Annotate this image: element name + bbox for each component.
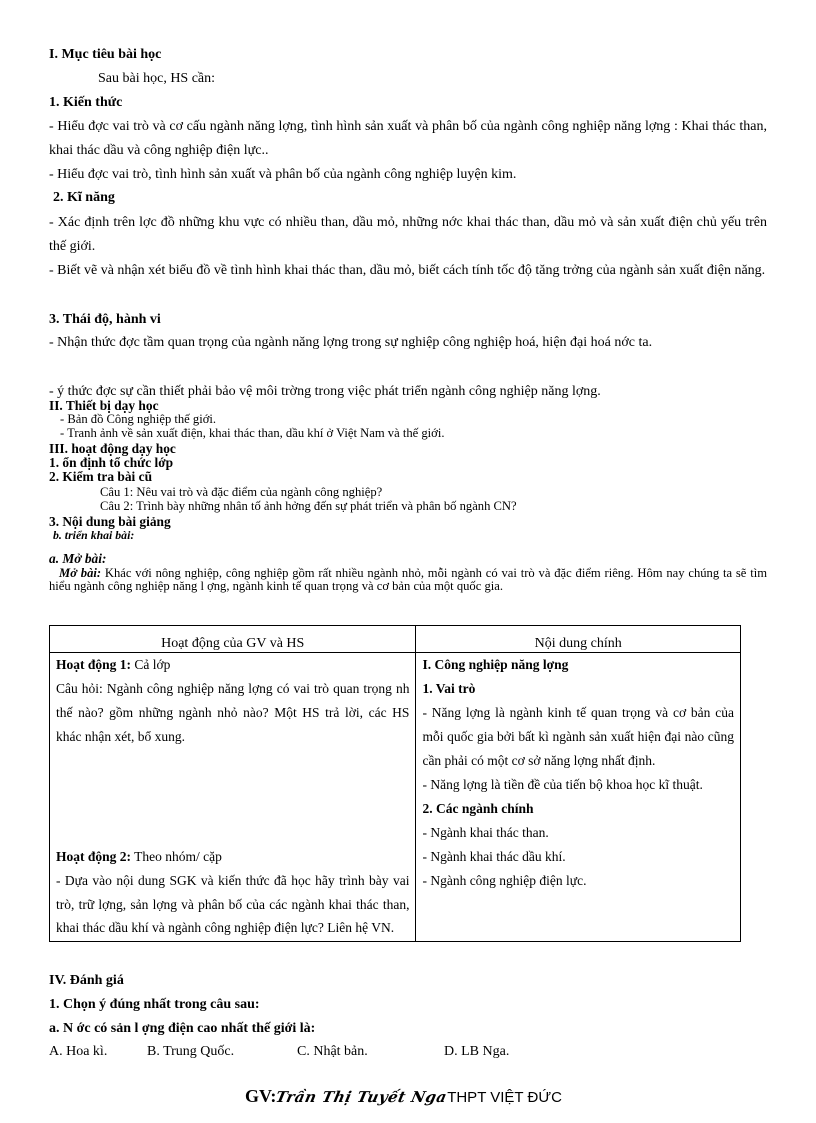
content-branch-2: - Ngành khai thác dầu khí. (422, 849, 566, 864)
equipment-item-2: - Tranh ảnh về sản xuất điện, khai thác than, dầu khí ở Việt Nam và thế giới. (60, 426, 445, 440)
equipment-item-1: - Bản đồ Công nghiệp thế giới. (60, 412, 217, 426)
option-a: A. Hoa kì. (49, 1044, 108, 1059)
activities-cell (50, 653, 416, 942)
activity-1-text: Câu hỏi: Ngành công nghiệp năng lợng có vai trò quan trọng nh thế nào? gồm những ngành nhỏ nào? Một HS trả lời, các HS khác nhận xét, bổ xung. (56, 681, 410, 744)
review-question-2: Câu 2: Trình bày những nhân tố ảnh hởng đến sự phát triển và phân bố ngành CN? (100, 499, 517, 513)
option-c: C. Nhật bản. (297, 1044, 368, 1059)
knowledge-item-2: - Hiểu đợc vai trò, tình hình sản xuất và phân bố của ngành công nghiệp luyện kim. (49, 167, 517, 182)
option-d: D. LB Nga. (444, 1044, 510, 1059)
content-branch-1: - Ngành khai thác than. (422, 825, 549, 840)
content-role-heading: 1. Vai trò (422, 681, 476, 696)
step-1: 1. ổn định tổ chức lớp (49, 455, 174, 470)
step-3a: a. Mở bài: (49, 551, 107, 566)
section-1-heading: I. Mục tiêu bài học (49, 47, 162, 62)
attitude-item-2: - ý thức đợc sự cần thiết phải bảo vệ môi trờng trong việc phát triển ngành công nghiệp năng lợng. (49, 384, 601, 399)
intro-paragraph (49, 567, 767, 593)
section-2-heading: II. Thiết bị dạy học (49, 398, 159, 413)
intro-text: Khác với nông nghiệp, công nghiệp gồm rất nhiều ngành nhỏ, mỗi ngành có vai trò và đặc điểm riêng. Hôm nay chúng ta sẽ tìm hiểu ngành công nghiệp năng l ợng, ngành kinh tế quan trọng và cơ bản của một quốc gia. (49, 566, 767, 593)
review-question-1: Câu 1: Nêu vai trò và đặc điểm của ngành công nghiệp? (100, 485, 383, 499)
footer-school: THPT VIỆT ĐỨC (447, 1089, 562, 1106)
activity-2-label: Hoạt động 2: (56, 849, 132, 864)
activity-2-title: Theo nhóm/ cặp (131, 849, 222, 864)
step-3b: b. triển khai bài: (53, 528, 135, 542)
step-3: 3. Nội dung bài giảng (49, 514, 171, 529)
activity-2-text: - Dựa vào nội dung SGK và kiến thức đã học hãy trình bày vai trò, trữ lợng, sản lợng và phân bố của các ngành khai thác than, khai thác dầu khí và ngành công nghiệp điện lực? Liên hệ VN. (56, 873, 410, 935)
content-role-text-1: - Năng lợng là ngành kinh tế quan trọng và cơ bản của mỗi quốc gia bởi bất kì ngành sản xuất hiện đại nào cũng cần phải có một cơ sở năng lợng nhất định. (422, 705, 734, 768)
activity-1-label: Hoạt động 1: (56, 657, 132, 672)
table-header-content: Nội dung chính (416, 626, 741, 653)
skills-item-1: - Xác định trên lợc đồ những khu vực có nhiều than, dầu mỏ, những nớc khai thác than, dầu mỏ và sản xuất điện chủ yếu trên thế giới. (49, 215, 767, 254)
activity-1-title: Cả lớp (131, 657, 171, 672)
footer-gv-label: GV: (245, 1086, 277, 1106)
footer-teacher-name: Trần Thị Tuyết Nga (274, 1088, 450, 1106)
section-3-heading: III. hoạt động dạy học (49, 441, 176, 456)
content-branch-3: - Ngành công nghiệp điện lực. (422, 873, 587, 888)
skills-item-2: - Biết vẽ và nhận xét biểu đồ về tình hình khai thác than, dầu mỏ, biết cách tính tốc độ tăng trởng của ngành sản xuất điện năng. (49, 263, 766, 278)
section-4-heading: IV. Đánh giá (49, 973, 124, 988)
section-1-intro: Sau bài học, HS cần: (98, 71, 216, 86)
page-footer (245, 1086, 562, 1107)
attitude-heading: 3. Thái độ, hành vi (49, 312, 161, 327)
question-heading: 1. Chọn ý đúng nhất trong câu sau: (49, 997, 260, 1012)
content-cell (416, 653, 741, 942)
content-role-text-2: - Năng lợng là tiền đề của tiến bộ khoa học kĩ thuật. (422, 777, 703, 792)
activity-table (49, 625, 741, 942)
knowledge-heading: 1. Kiến thức (49, 95, 123, 110)
option-b: B. Trung Quốc. (147, 1044, 235, 1059)
content-branches-heading: 2. Các ngành chính (422, 801, 534, 816)
knowledge-item-1: - Hiểu đợc vai trò và cơ cấu ngành năng lợng, tình hình sản xuất và phân bố của ngành công nghiệp năng lợng : Khai thác than, khai thác dầu và công nghiệp điện lực.. (49, 119, 767, 158)
step-2: 2. Kiểm tra bài cũ (49, 469, 153, 484)
activity-2 (56, 845, 409, 869)
question-a: a. N ớc có sản l ợng điện cao nhất thế giới là: (49, 1021, 316, 1036)
skills-heading: 2. Kĩ năng (53, 190, 115, 205)
intro-label: Mở bài: (59, 566, 102, 580)
attitude-item-1: - Nhận thức đợc tầm quan trọng của ngành năng lợng trong sự nghiệp công nghiệp hoá, hiện đại hoá nớc ta. (49, 335, 653, 350)
content-heading: I. Công nghiệp năng lợng (422, 657, 569, 672)
table-header-activities: Hoạt động của GV và HS (50, 626, 416, 653)
activity-1 (56, 653, 409, 677)
